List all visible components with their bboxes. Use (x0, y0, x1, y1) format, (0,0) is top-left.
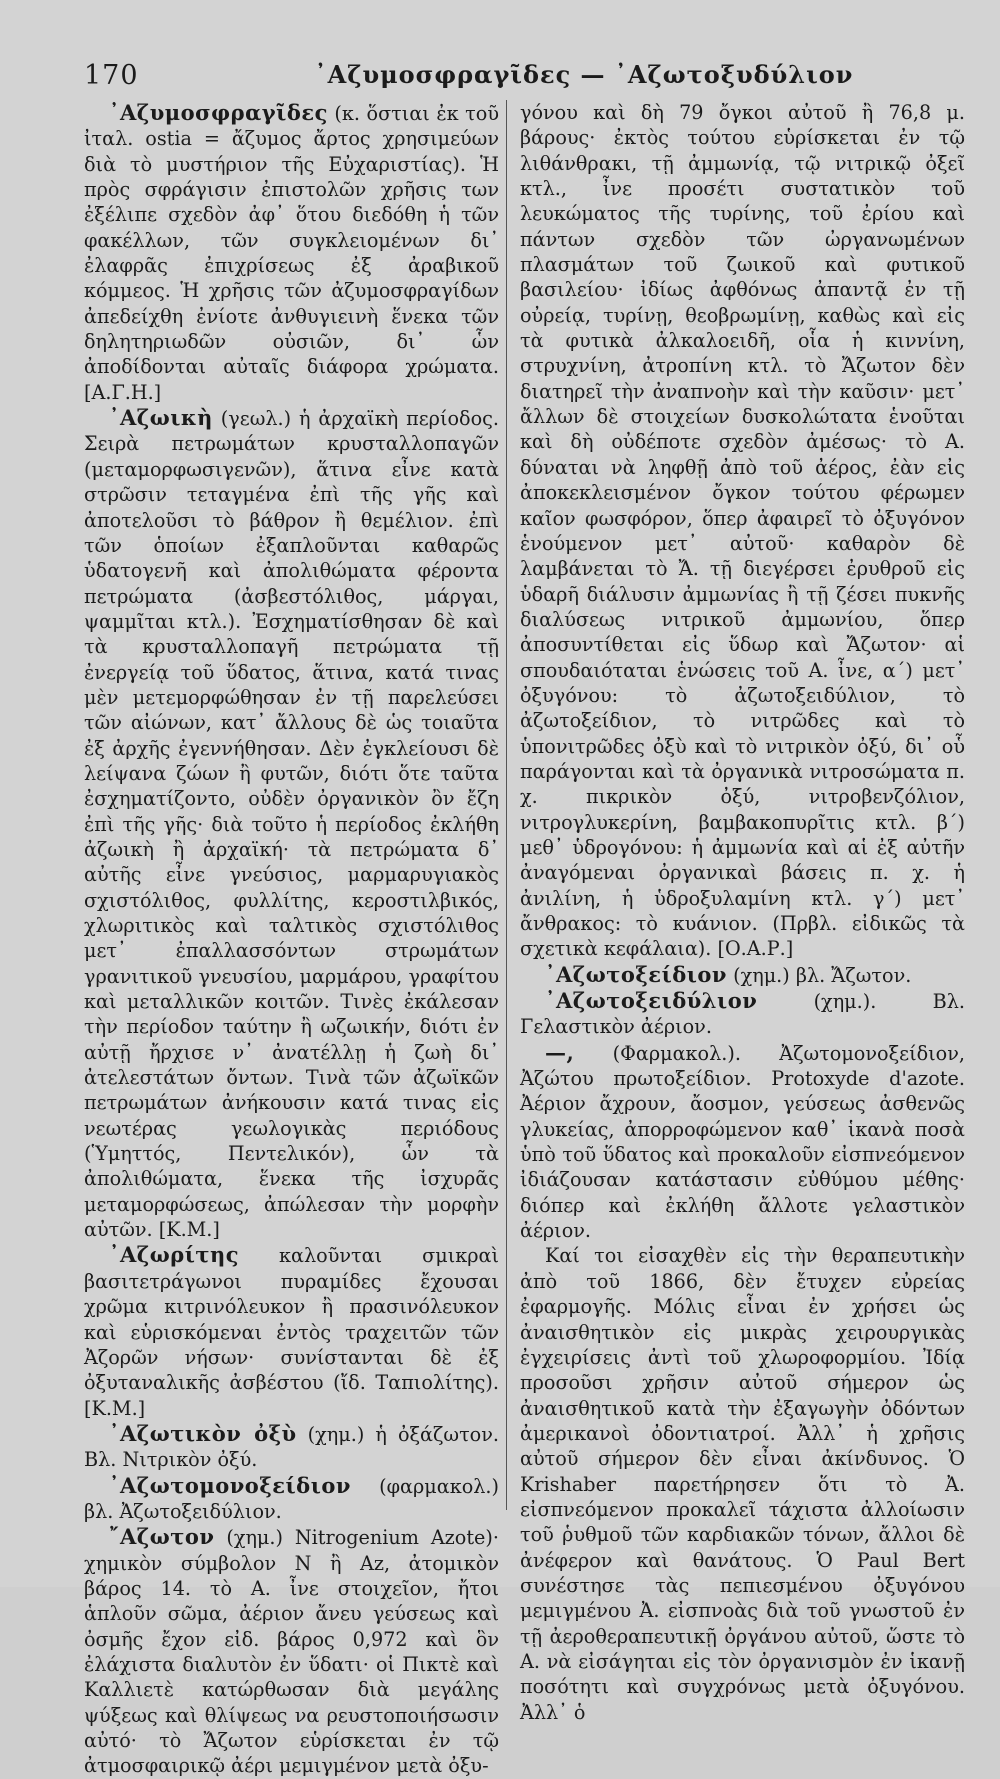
dictionary-entry (84, 1524, 499, 1778)
entry-text: (Φαρμακολ.). Ἀζωτομονοξείδιον, Ἀζώτου πρωτοξείδιον. Protoxyde d'azote. Ἀέριον ἄχρουν, ἄοσμον, γεύσεως ἀσθενῶς γλυκείας, ἀπορροφώμενον καθ᾿ ἱκανὰ ποσὰ ὑπὸ τοῦ ὕδατος καὶ προκαλοῦν εἰσπνεόμενον ἰδιάζουσαν κατάστασιν εὐθύμου μέθης· διόπερ καὶ ἐκλήθη ἄλλοτε γελαστικὸν ἀέριον. (520, 1041, 965, 1243)
dictionary-entry (520, 1040, 965, 1244)
entry-headword: ᾿Αζωτομονοξείδιον (109, 1472, 351, 1498)
entry-headword: ᾿Αζωτικὸν ὀξὺ (109, 1420, 297, 1446)
dictionary-entry (84, 405, 499, 1242)
entry-text: καλοῦνται σμικραὶ βασιτετράγωνοι πυραμίδες ἔχουσαι χρῶμα κιτρινόλευκον ἢ πρασινόλευκον καὶ εὑρισκόμεναι ἐντὸς τραχειτῶν τῶν Ἀζορῶν νήσων· συνίστανται δὲ ἐξ ὀξυταναλικῆς ἀσβέστου (ἴδ. Ταπιολίτης). [Κ.Μ.] (84, 1244, 499, 1420)
dictionary-entry (520, 988, 965, 1040)
entry-text: (χημ.) βλ. Ἄζωτον. (726, 963, 912, 987)
entry-text: (φαρμακολ.) βλ. Ἀζωτοξειδύλιον. (84, 1474, 499, 1523)
entry-text: (κ. ὅστιαι ἐκ τοῦ ἰταλ. ostia = ἄζυμος ἄρτος χρησιμεύων διὰ τὸ μυστήριον τῆς Εὐχαριστίας). Ἡ πρὸς σφράγισιν ἐπιστολῶν χρῆσις των ἐξέλιπε σχεδὸν ἀφ᾿ ὅτου διεδόθη ἡ τῶν φακέλλων, τῶν συγκλειομένων δι᾿ ἐλαφρᾶς ἐπιχρίσεως ἐξ ἀραβικοῦ κόμμεος. Ἡ χρῆσις τῶν ἀζυμοσφραγίδων ἀπεδείχθη ἐνίοτε ἀνθυγιεινὴ ἕνεκα τῶν δηλητηριωδῶν οὐσιῶν, δι᾿ ὧν ἀποδίδονται αὐταῖς διάφορα χρώματα. [Α.Γ.Η.] (84, 102, 499, 404)
left-column (84, 100, 499, 1779)
entry-text: (χημ.) ἡ ὀξάζωτον. Βλ. Νιτρικὸν ὀξύ. (84, 1422, 499, 1472)
entry-text: Καί τοι εἰσαχθὲν εἰς τὴν θεραπευτικὴν ἀπὸ τοῦ 1866, δὲν ἔτυχεν εὐρείας ἐφαρμογῆς. Μόλις εἶναι ἐν χρήσει ὡς ἀναισθητικὸν εἰς μικρὰς χειρουργικὰς ἐγχειρίσεις ἀντὶ τοῦ χλωροφορμίου. Ἰδίᾳ προσοῦσι χρῆσιν αὐτοῦ σήμερον ὡς ἀναισθητικοῦ κατὰ τὴν ἐξαγωγὴν ὀδόντων ἀμερικανοὶ ὀδοντιατροί. Ἀλλ᾿ ἡ χρῆσις αὐτοῦ σήμερον δὲν εἶναι ἀκίνδυνος. Ὁ Krishaber παρετήρησεν ὅτι τὸ Ἀ. εἰσπνεόμενον προκαλεῖ τάχιστα ἀλλοίωσιν τοῦ ῥυθμοῦ τῶν καρδιακῶν τόνων, ἄλλοι δὲ ἀνέφερον καὶ θανάτους. Ὁ Paul Bert συνέστησε τὰς πεπιεσμένου ὀξυγόνου μεμιγμένου Ἀ. εἰσπνοὰς διὰ τοῦ γνωστοῦ ἐν τῇ ἀεροθεραπευτικῇ ὀργάνου αὐτοῦ, ὥστε τὸ Α. νὰ εἰσάγηται εἰς τὸν ὀργανισμὸν ἐν ἱκανῇ ποσότητι καὶ συγχρόνως μετὰ ὀξυγόνου. Ἀλλ᾿ ὁ (520, 1244, 965, 1724)
dictionary-entry (520, 100, 965, 962)
entry-headword: ῎Αζωτον (109, 1524, 215, 1550)
entry-headword: ᾿Αζωρίτης (109, 1242, 240, 1268)
entry-headword: ᾿Αζωικὴ (109, 405, 213, 431)
dictionary-entry (84, 1473, 499, 1525)
dictionary-entry (520, 962, 965, 988)
entry-text: (γεωλ.) ἡ ἀρχαϊκὴ περίοδος. Σειρὰ πετρωμάτων κρυσταλλοπαγῶν (μεταμορφωσιγενῶν), ἅτινα εἶνε κατὰ στρῶσιν τεταγμένα ἐπὶ τῆς γῆς καὶ ἀποτελοῦσι τὸ βάθρον ἢ θεμέλιον. ἐπὶ τῶν ὁποίων ἐξαπλοῦνται καθαρῶς ὑδατογενῆ καὶ ἀπολιθώματα φέροντα πετρώματα (ἀσβεστόλιθος, μάργαι, ψαμμῖται κτλ.). Ἐσχηματίσθησαν δὲ καὶ τὰ κρυσταλλοπαγῆ πετρώματα τῇ ἐνεργείᾳ τοῦ ὕδατος, ἅτινα, κατά τινας μὲν μετεμορφώθησαν ἐν τῇ παρελεύσει τῶν αἰώνων, κατ᾿ ἄλλους δὲ ὡς τοιαῦτα ἐξ ἀρχῆς ἐγεννήθησαν. Δὲν ἐγκλείουσι δὲ λείψανα ζώων ἢ φυτῶν, διότι ὅτε ταῦτα ἐσχηματίζοντο, οὐδὲν ὀργανικὸν ὂν ἔζη ἐπὶ τῆς γῆς· διὰ τοῦτο ἡ περίοδος ἐκλήθη ἀζωικὴ ἢ ἀρχαϊκή· τὰ πετρώματα δ᾿ αὐτῆς εἶνε γνεύσιος, μαρμαρυγιακὸς σχιστόλιθος, φυλλίτης, κεροστιλβικός, χλωριτικὸς καὶ ταλτικὸς σχιστόλιθος μετ᾿ ἐπαλλασσόντων στρωμάτων γρανιτικοῦ γνευσίου, μαρμάρου, γραφίτου καὶ μεταλλικῶν κοιτῶν. Τινὲς ἐκάλεσαν τὴν περίοδον ταύτην ἢ ωζωικήν, διότι ἐν αὐτῇ ἤρχισε ν᾿ ἀνατέλλῃ ἡ ζωὴ δι᾿ ἀτελεστάτων ὄντων. Τινὰ τῶν ἀζωϊκῶν πετρωμάτων ἀνήκουσιν κατά τινας εἰς νεωτέρας γεωλογικὰς περιόδους (Ὑμηττός, Πεντελικόν), ὧν τὰ ἀπολιθώματα, ἕνεκα τῆς ἰσχυρᾶς μεταμορφώσεως, ἀπώλεσαν τὴν μορφὴν αὐτῶν. [Κ.Μ.] (84, 407, 499, 1242)
entry-headword: ᾿Αζωτοξείδιον (545, 961, 727, 987)
page-header (84, 60, 964, 100)
dictionary-entry (84, 1242, 499, 1420)
entry-headword: ᾿Αζυμοσφραγῖδες (109, 100, 328, 125)
dictionary-entry (84, 1421, 499, 1473)
entry-headword: ᾿Αζωτοξειδύλιον (545, 988, 758, 1014)
column-divider (506, 100, 507, 1510)
running-head: ᾿Αζυμοσφραγῖδες — ᾿Αζωτοξυδύλιον (314, 60, 854, 89)
dictionary-entry (84, 100, 499, 405)
entry-text: (χημ.) Nitrogenium Azote)· χημικὸν σύμβολον N ἢ Az, ἀτομικὸν βάρος 14. τὸ Α. ἶνε στοιχεῖον, ἤτοι ἁπλοῦν σῶμα, ἀέριον ἄνευ γεύσεως καὶ ὀσμῆς ἔχον εἰδ. βάρος 0,972 καὶ ὃν ἐλάχιστα διαλυτὸν ἐν ὕδατι· οἱ Πικτὲ καὶ Καλλιετὲ κατώρθωσαν διὰ μεγάλης ψύξεως καὶ θλίψεως να ρευστοποιήσωσιν αὐτό· τὸ Ἄζωτον εὑρίσκεται ἐν τῷ ἀτμοσφαιρικῷ ἀέρι μεμιγμένον μετὰ ὀξυ- (84, 1526, 499, 1778)
dictionary-entry (520, 1243, 965, 1725)
right-column (520, 100, 965, 1725)
page-number: 170 (84, 60, 139, 91)
entry-text: (χημ.). Βλ. Γελαστικὸν ἀέριον. (520, 990, 965, 1039)
entry-text: γόνου καὶ δὴ 79 ὄγκοι αὐτοῦ ἢ 76,8 μ. βάρους· ἐκτὸς τούτου εὑρίσκεται ἐν τῷ λιθάνθρακι, τῇ ἀμμωνίᾳ, τῷ νιτρικῷ ὀξεῖ κτλ., ἶνε προσέτι συστατικὸν τοῦ λευκώματος τῆς τυρίνης, τοῦ ἐρίου καὶ πάντων σχεδὸν τῶν ὠργανωμένων πλασμάτων τοῦ ζωικοῦ καὶ φυτικοῦ βασιλείου· ἰδίως ἀφθόνως ἀπαντᾷ ἐν τῇ οὐρείᾳ, τυρίνῃ, θεοβρωμίνῃ, καθὼς καὶ εἰς τὰ φυτικὰ ἀλκαλοειδῆ, οἷα ἡ κιννίνη, στρυχνίνη, ἀτροπίνη κτλ. τὸ Ἄζωτον δὲν διατηρεῖ τὴν ἀναπνοὴν καὶ τὴν καῦσιν· μετ᾿ ἄλλων δὲ στοιχείων δυσκολώτατα ἑνοῦται καὶ δὴ οὐδέποτε σχεδὸν ἀμέσως· τὸ Α. δύναται νὰ ληφθῇ ἀπὸ τοῦ ἀέρος, ἐὰν εἰς ἀποκεκλεισμένον ὄγκον τούτου φέρωμεν καῖον φωσφόρον, ὅπερ ἀφαιρεῖ τὸ ὀξυγόνον ἑνούμενον μετ᾿ αὐτοῦ· καθαρὸν δὲ λαμβάνεται τὸ Ἄ. τῇ διεγέρσει ἐρυθροῦ εἰς ὑδαρῆ διάλυσιν ἀμμωνίας ἢ τῇ ζέσει πυκνῆς διαλύσεως νιτρικοῦ ἀμμωνίου, ὅπερ ἀποσυντίθεται εἰς ὕδωρ καὶ Ἄζωτον· αἱ σπουδαιόταται ἑνώσεις τοῦ Α. ἶνε, α΄) μετ᾿ ὀξυγόνου: τὸ ἀζωτοξειδύλιον, τὸ ἀζωτοξείδιον, τὸ νιτρῶδες καὶ τὸ ὑπονιτρῶδες ὀξὺ καὶ τὸ νιτρικὸν ὀξύ, δι᾿ οὗ παράγονται καὶ τὰ ὀργανικὰ νιτροσώματα π. χ. πικρικὸν ὀξύ, νιτροβενζόλιον, νιτρογλυκερίνη, βαμβακοπυρῖτις κτλ. β΄) μεθ᾿ ὑδρογόνου: ἡ ἀμμωνία καὶ αἱ ἐξ αὐτῆν ἀναγόμεναι ὀργανικαὶ βάσεις π. χ. ἡ ἀνιλίνη, ἡ ὑδροξυλαμίνη κτλ. γ΄) μετ᾿ ἄνθρακος: τὸ κυάνιον. (Πρβλ. εἰδικῶς τὰ σχετικὰ κεφάλαια). [Ο.Α.Ρ.] (520, 101, 965, 961)
entry-headword: —, (545, 1039, 575, 1065)
